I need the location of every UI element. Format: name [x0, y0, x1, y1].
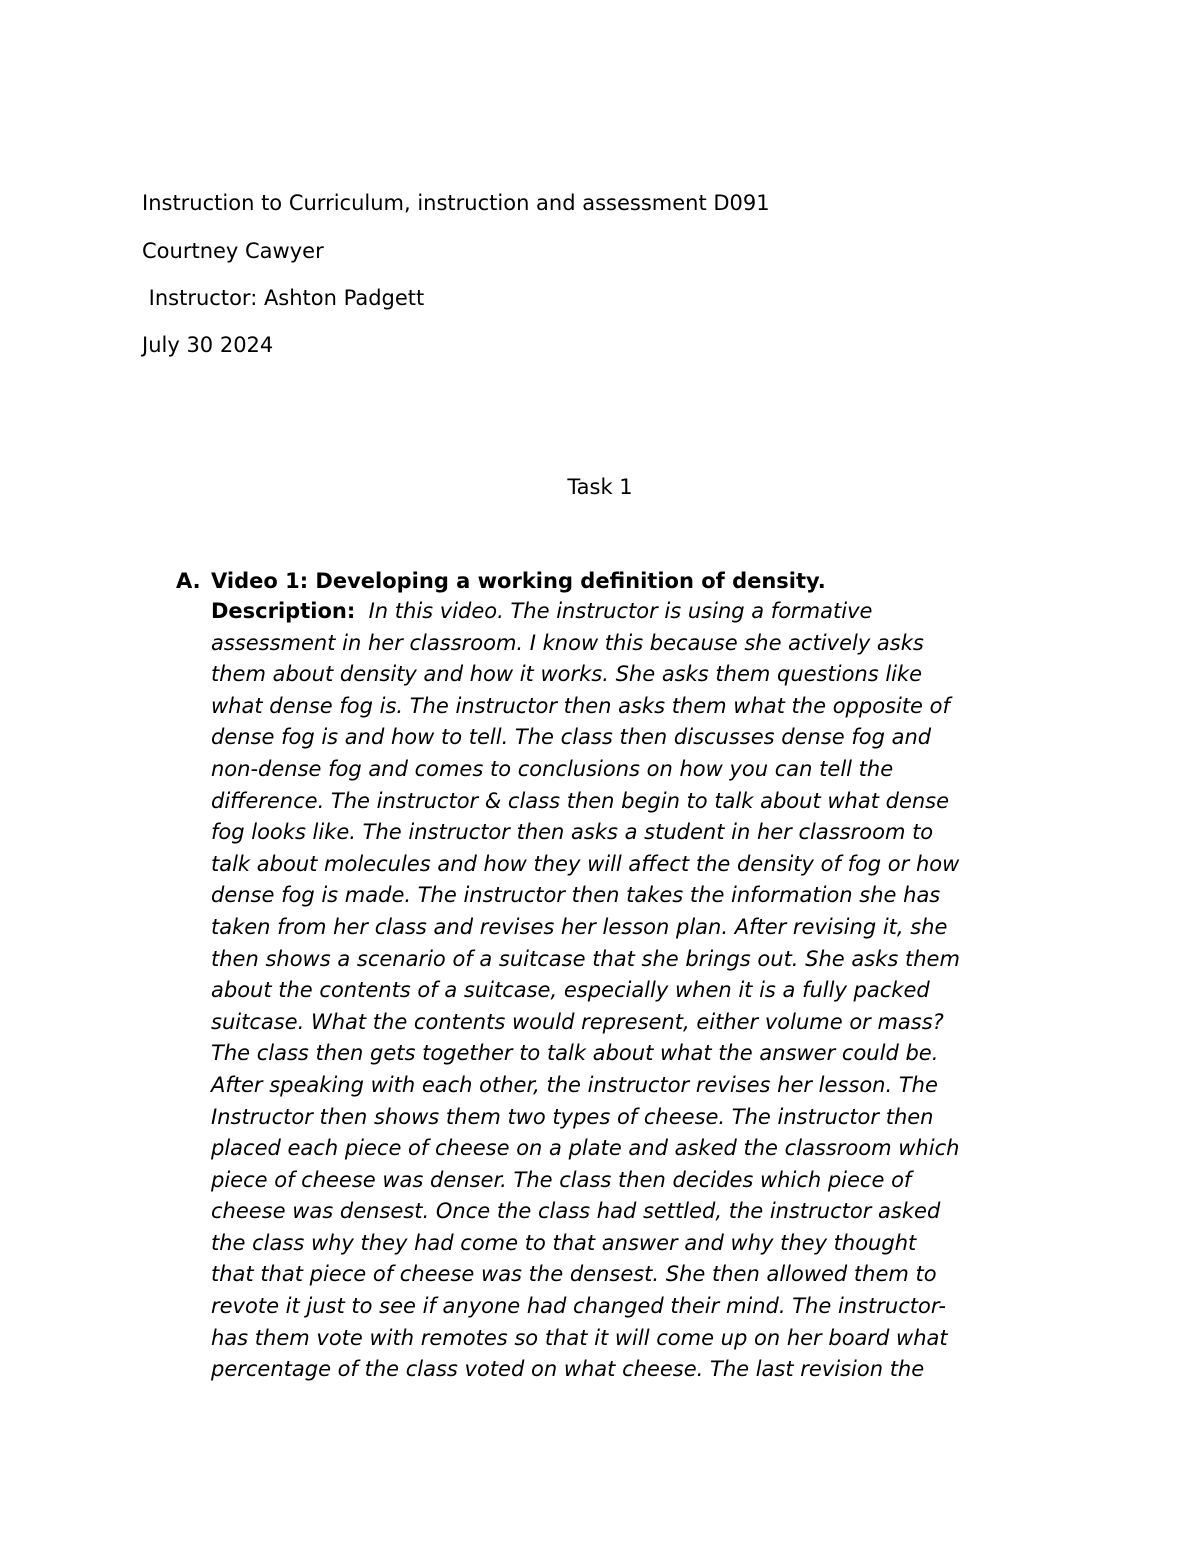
description-line: them about density and how it works. She asks them questions like [211, 662, 923, 687]
description-text: In this video. The instructor is using a formative [368, 599, 873, 623]
description-line: revote it just to see if anyone had changed their mind. The instructor- [211, 1294, 946, 1319]
description-line: non-dense fog and comes to conclusions on how you can tell the [211, 756, 894, 781]
instructor-line: Instructor: Ashton Padgett [142, 286, 425, 310]
description-line: fog looks like. The instructor then asks a student in her classroom to [211, 820, 934, 845]
author-name: Courtney Cawyer [142, 239, 324, 263]
list-marker: A. [176, 569, 201, 593]
document-date: July 30 2024 [142, 333, 274, 357]
description-line: taken from her class and revises her lesson plan. After revising it, she [211, 914, 948, 939]
description-line: dense fog is and how to tell. The class then discusses dense fog and [211, 725, 932, 750]
description-line: assessment in her classroom. I know this because she actively asks [211, 630, 924, 655]
course-title: Instruction to Curriculum, instruction and assessment D091 [142, 191, 770, 215]
description-line: The class then gets together to talk about what the answer could be. [211, 1041, 939, 1066]
description-line [211, 596, 1076, 628]
description-line: After speaking with each other, the instructor revises her lesson. The [211, 1072, 938, 1097]
description-line: cheese was densest. Once the class had settled, the instructor asked [211, 1199, 941, 1224]
description-line: what dense fog is. The instructor then asks them what the opposite of [211, 693, 950, 718]
section-heading [176, 566, 1076, 596]
description-line: that that piece of cheese was the densest. She then allowed them to [211, 1262, 937, 1287]
section-heading-text: Video 1: Developing a working definition of density. [211, 569, 826, 593]
description-line: Instructor then shows them two types of cheese. The instructor then [211, 1104, 934, 1129]
description-line: difference. The instructor & class then begin to talk about what dense [211, 788, 950, 813]
description-line: has them vote with remotes so that it will come up on her board what [211, 1325, 948, 1350]
description-label: Description: [211, 599, 356, 623]
description-line: placed each piece of cheese on a plate and asked the classroom which [211, 1136, 960, 1161]
description-line: dense fog is made. The instructor then takes the information she has [211, 883, 941, 908]
description-line: suitcase. What the contents would represent, either volume or mass? [211, 1009, 944, 1034]
description-line: piece of cheese was denser. The class then decides which piece of [211, 1167, 912, 1192]
description-line: talk about molecules and how they will affect the density of fog or how [211, 851, 960, 876]
section-description [211, 596, 1076, 1386]
description-line: about the contents of a suitcase, especially when it is a fully packed [211, 978, 930, 1003]
task-title: Task 1 [567, 475, 633, 499]
description-line: then shows a scenario of a suitcase that she brings out. She asks them [211, 946, 960, 971]
section-a [176, 566, 1076, 1386]
description-line: the class why they had come to that answer and why they thought [211, 1230, 917, 1255]
description-line: percentage of the class voted on what cheese. The last revision the [211, 1357, 925, 1382]
